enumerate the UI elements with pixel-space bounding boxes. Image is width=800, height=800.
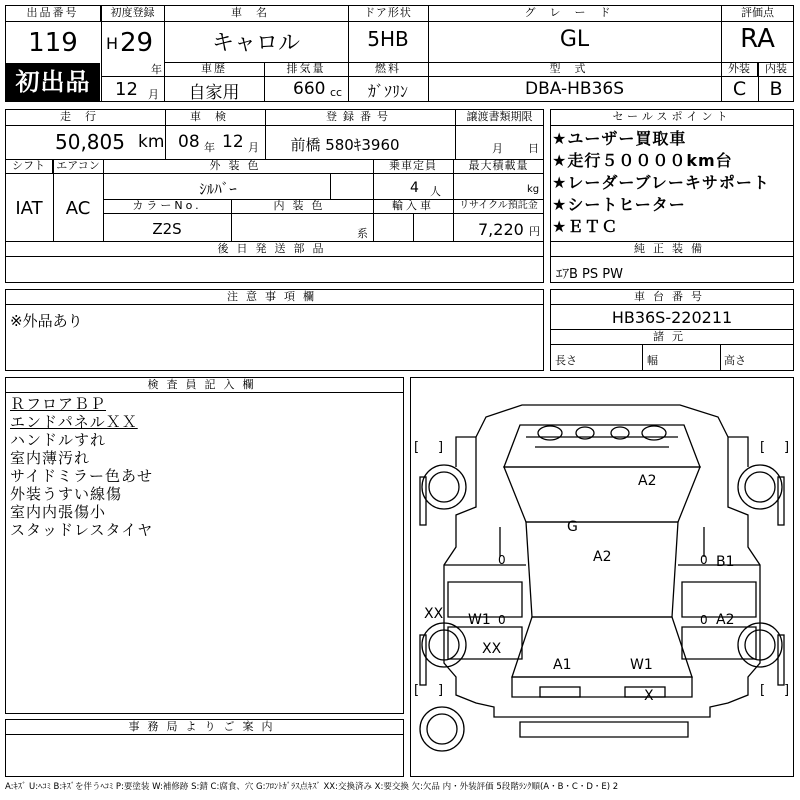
sales-point: ★ＥＴＣ [552, 217, 619, 236]
later-parts-label: 後日発送部品 [5, 241, 544, 257]
displacement-unit: cc [330, 86, 343, 99]
color-label: 外装色 [103, 159, 373, 174]
recycle-amount: 7,220 [478, 220, 524, 239]
bracket-mark: ] [438, 440, 444, 455]
notes-label: 注意事項欄 [5, 289, 544, 305]
length-label: 長さ [555, 354, 577, 367]
fuel: ｶﾞｿﾘﾝ [367, 82, 408, 101]
inspector-line: エンドパネルＸＸ [10, 413, 138, 431]
exterior-grade: C [732, 78, 747, 100]
width-label: 幅 [647, 354, 658, 367]
exterior-label: 外装 [721, 62, 758, 77]
damage-mark: W1 [468, 612, 491, 628]
bracket-mark: ] [784, 440, 790, 455]
int-color-unit: 系 [357, 227, 368, 240]
displacement-label: 排気量 [264, 62, 348, 77]
era: H [106, 34, 119, 53]
first-reg-label: 初度登録 [101, 5, 164, 22]
sales-point: ★走行５００００km台 [552, 151, 733, 170]
grade-label: グレード [428, 5, 721, 22]
door-label: ドア形状 [348, 5, 428, 22]
height-label: 高さ [724, 354, 746, 367]
inspection-label: 車検 [165, 109, 265, 126]
transfer-month: 月 [492, 142, 503, 155]
bracket-mark: ] [784, 683, 790, 698]
model: DBA-HB36S [524, 79, 624, 99]
insp-month: 12 [222, 132, 244, 152]
recycle-unit: 円 [529, 225, 540, 238]
inspector-line: ハンドルすれ [10, 431, 107, 449]
damage-mark: A1 [553, 657, 572, 673]
lot-label: 出品番号 [5, 5, 101, 22]
inspector-line: 室内薄汚れ [10, 449, 91, 467]
first-listing-text: 初出品 [15, 68, 91, 96]
bracket-mark: ] [438, 683, 444, 698]
ac: AC [65, 198, 91, 219]
capacity-unit: 人 [430, 185, 441, 198]
bracket-mark: [ [760, 440, 766, 455]
damage-mark: G [567, 519, 578, 535]
interior-grade: B [769, 78, 783, 100]
damage-mark: A2 [716, 612, 735, 628]
damage-mark: W1 [630, 657, 653, 673]
reg-year: 29 [120, 28, 154, 58]
chassis-label: 車台番号 [550, 289, 794, 305]
year-unit: 年 [151, 63, 162, 76]
mileage-unit: km [138, 132, 165, 152]
office-label: 事務局よりご案内 [5, 719, 404, 735]
damage-mark: B1 [716, 554, 735, 570]
recycle-label: リサイクル預託金 [453, 199, 544, 214]
insp-year-unit: 年 [204, 141, 215, 154]
damage-mark: XX [424, 606, 444, 622]
fuel-label: 燃料 [348, 62, 428, 77]
import-label: 輸入車 [373, 199, 453, 214]
lot-number: 119 [28, 28, 78, 58]
damage-mark: A2 [638, 473, 657, 489]
sales-point: ★レーダーブレーキサポート [552, 173, 770, 192]
car-name: キャロル [211, 31, 300, 56]
inspector-line: 外装うすい線傷 [10, 485, 123, 503]
capacity-label: 乗車定員 [373, 159, 453, 174]
door-shape: 5HB [367, 27, 409, 51]
inspector-line: スタッドレスタイヤ [10, 521, 154, 539]
mileage: 50,805 [55, 130, 125, 154]
zero-mark: 0 [498, 613, 506, 627]
month-unit: 月 [148, 88, 159, 101]
inspector-line: 室内内張傷小 [10, 503, 107, 521]
insp-year: 08 [178, 132, 200, 152]
inspector-label: 検査員記入欄 [5, 377, 404, 393]
sales-point: ★ユーザー買取車 [552, 129, 687, 148]
reg-number: 前橋 580ｷ3960 [290, 136, 400, 154]
grade: GL [559, 27, 590, 52]
legend: A:ｷｽﾞ U:ﾍｺﾐ B:ｷｽﾞを伴うﾍｺﾐ P:要塗装 W:補修跡 S:錆 C:腐食、穴 G:ﾌﾛﾝﾄｶﾞﾗｽ点ｷｽﾞ XX:交換済み X:要交換 欠:欠品 内・外装評価 5段階ﾗﾝｸ順(A・B・C・D・E) 2 [5, 782, 619, 792]
load-label: 最大積載量 [453, 159, 544, 174]
damage-mark: A2 [593, 549, 612, 565]
capacity: 4 [410, 180, 419, 196]
zero-mark: 0 [498, 553, 506, 567]
reg-month: 12 [115, 79, 138, 100]
car-name-label: 車名 [164, 5, 348, 22]
history: 自家用 [188, 83, 240, 103]
transfer-day: 日 [528, 142, 539, 155]
equipment-value: ｴｱB PS PW [556, 267, 623, 282]
chassis-number: HB36S-220211 [611, 308, 733, 327]
color: ｼﾙﾊﾞｰ [199, 180, 237, 198]
zero-mark: 0 [700, 613, 708, 627]
shift: IAT [15, 198, 43, 219]
sales-point: ★シートヒーター [552, 195, 686, 214]
score-label: 評価点 [721, 5, 794, 22]
insp-month-unit: 月 [248, 141, 259, 154]
inspector-line: ＲフロアＢＰ [10, 395, 107, 413]
dims-label: 諸元 [550, 329, 794, 345]
color-no-label: カラーNo. [103, 199, 231, 214]
bracket-mark: [ [414, 440, 420, 455]
inspector-notes [10, 395, 390, 539]
inspector-line: サイドミラー色あせ [10, 467, 153, 485]
int-color-label: 内装色 [231, 199, 373, 214]
history-label: 車歴 [164, 62, 264, 77]
damage-mark: X [644, 688, 654, 704]
notes-value: ※外品あり [10, 312, 83, 330]
ac-label: エアコン [53, 159, 103, 174]
load-unit: kg [527, 184, 540, 195]
sales-points-label: セールスポイント [550, 109, 794, 126]
zero-mark: 0 [700, 553, 708, 567]
interior-label: 内装 [758, 62, 794, 77]
damage-mark: XX [482, 641, 502, 657]
shift-label: シフト [5, 159, 53, 174]
model-label: 型式 [428, 62, 721, 77]
displacement: 660 [293, 79, 326, 99]
bracket-mark: [ [760, 683, 766, 698]
car-diagram [410, 377, 794, 777]
bracket-mark: [ [414, 683, 420, 698]
color-no: Z2S [152, 220, 182, 238]
score: RA [740, 24, 775, 54]
transfer-label: 譲渡書類期限 [455, 109, 544, 126]
equipment-label: 純正装備 [550, 241, 794, 257]
reg-number-label: 登録番号 [265, 109, 455, 126]
sales-points-list [552, 128, 792, 238]
mileage-label: 走行 [5, 109, 165, 126]
